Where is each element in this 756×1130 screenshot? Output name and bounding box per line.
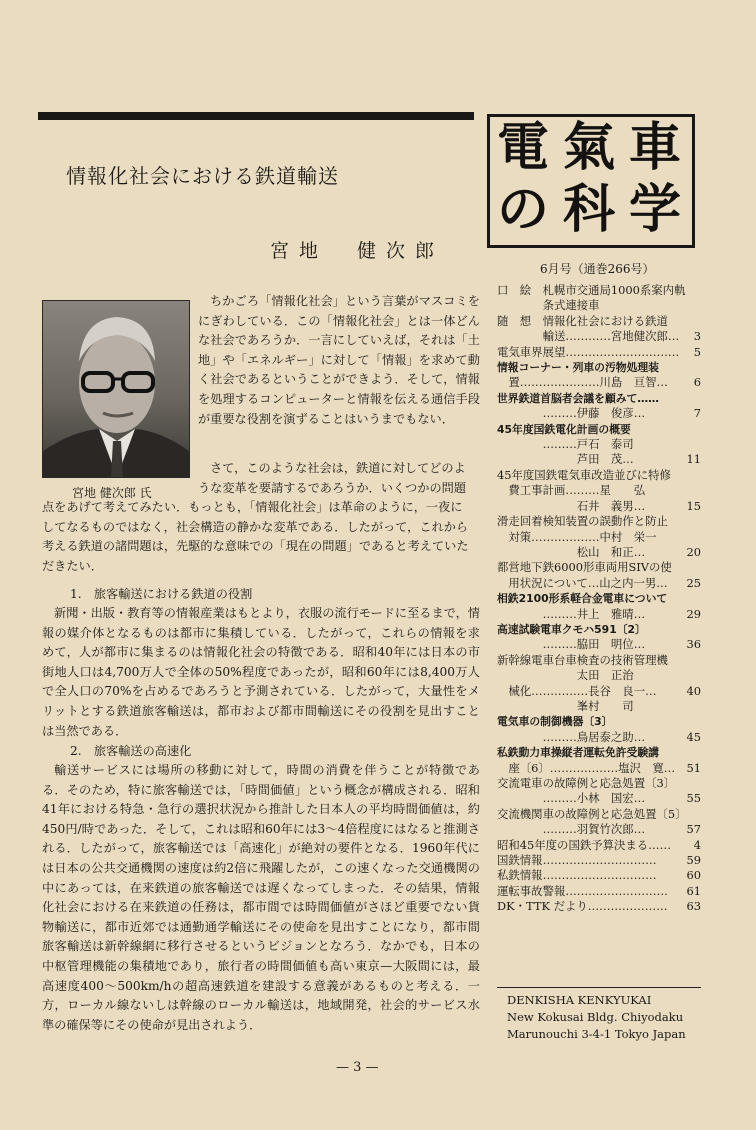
top-rule [38, 112, 474, 120]
toc-item [497, 406, 701, 421]
toc-item-label: 45年度国鉄電気車改造並びに特修 [497, 467, 671, 482]
toc-item [497, 684, 701, 699]
toc-item-label: 条式連接車 [497, 298, 600, 313]
toc-item [497, 637, 701, 652]
toc-item-page: 45 [686, 729, 701, 744]
toc-item-label: 相鉄2100形系軽合金電車について [497, 592, 668, 606]
toc-item [497, 283, 701, 298]
toc-item-label: ………戸石 泰司 [497, 437, 634, 452]
toc-item [497, 791, 701, 806]
toc-item-label: 運転事故警報……………………… [497, 883, 668, 898]
toc-item [497, 899, 701, 914]
toc-item [497, 375, 701, 390]
toc-item [497, 622, 701, 637]
toc-item-label: 滑走回着検知装置の誤動作と防止 [497, 514, 668, 529]
toc-item [497, 437, 701, 452]
toc-item-label: 用状況について…山之内一男… [497, 575, 668, 590]
table-of-contents [497, 283, 701, 915]
toc-item-page: 7 [693, 406, 701, 421]
toc-item [497, 422, 701, 437]
second-paragraph: さて，このような社会は，鉄道に対してどのよ うな変革を要請するであろうか．いくつかの問題 点をあげて考えてみたい．もっとも，「情報化社会」は革命のように，一夜に してなるものではなく，社会構造の静かな変革である．したがって，これから 考える鉄道の諸問題は，先駆的な意味での「現在の問題」であると考えていた だきたい． [42, 461, 469, 573]
toc-item-label: 私鉄動力車操縦者運転免許受験講 [497, 746, 659, 760]
toc-item-page: 63 [686, 899, 701, 914]
magazine-logo: 電 氣 車 の 科 学 [487, 114, 695, 248]
toc-item-page: 25 [686, 575, 701, 590]
toc-item-page: 36 [686, 637, 701, 652]
toc-item-page: 3 [693, 329, 701, 344]
toc-item [497, 345, 701, 360]
toc-item [497, 807, 701, 822]
toc-item-page: 60 [686, 868, 701, 883]
article-author: 宮地 健次郎 [270, 240, 445, 262]
toc-item-label: 電気車の制御機器〔3〕 [497, 715, 613, 729]
toc-item [497, 838, 701, 853]
toc-item-page: 55 [686, 791, 701, 806]
toc-item [497, 514, 701, 529]
publisher-address: DENKISHA KENKYUKAI New Kokusai Bldg. Chiyodaku Marunouchi 3-4-1 Tokyo Japan [507, 993, 686, 1041]
toc-item-label: ………小林 国宏… [497, 791, 646, 806]
toc-item-label: 輸送…………宮地健次郎… [497, 329, 680, 344]
toc-item [497, 298, 701, 313]
toc-item-page: 6 [693, 375, 701, 390]
toc-item [497, 853, 701, 868]
intro-paragraph: ちかごろ「情報化社会」という言葉がマスコミをにぎわしている．この「情報化社会」とは一体どんな社会であろうか．一言にしていえば，それは「土地」や「エネルギー」に対して「情報」を求めて動く社会であるということができよう．そして，情報を処理するコンピューターと情報を伝える通信手段が重要な役割を演ずることはいうまでもない． [198, 294, 480, 426]
toc-item-page: 11 [686, 452, 701, 467]
toc-item [497, 329, 701, 344]
toc-item [497, 653, 701, 668]
toc-item-label: 松山 和正… [497, 544, 646, 559]
toc-item-page: 61 [686, 883, 701, 898]
toc-item [497, 530, 701, 545]
toc-item [497, 591, 701, 606]
toc-item [497, 714, 701, 729]
toc-item-label: 高速試験電車クモハ591〔2〕 [497, 622, 646, 636]
toc-item-page: 40 [686, 683, 701, 698]
toc-item [497, 576, 701, 591]
toc-item-label: 費工事計画………星 弘 [497, 483, 646, 498]
toc-item-page: 59 [686, 853, 701, 868]
toc-item [497, 499, 701, 514]
issue-label: 6月号（通巻266号） [540, 262, 655, 276]
toc-item-label: 口 絵 札幌市交通局1000系案内軌 [497, 283, 686, 297]
toc-item-label: 置…………………川島 亘智… [497, 375, 668, 390]
toc-item-label: 新幹線電車台車検査の技術管理機 [497, 652, 668, 667]
toc-item [497, 314, 701, 329]
toc-item-label: ………羽賀竹次郎… [497, 822, 646, 837]
toc-item [497, 545, 701, 560]
toc-item-label: 電気車界展望………………………… [497, 344, 680, 359]
toc-item [497, 745, 701, 760]
toc-item-label: 芦田 茂… [497, 452, 634, 467]
section-heading: 1. 旅客輸送における鉄道の役割 [70, 587, 253, 601]
toc-item [497, 822, 701, 837]
divider [497, 987, 701, 988]
toc-item-page: 57 [686, 822, 701, 837]
toc-item [497, 452, 701, 467]
toc-item-label: 国鉄情報………………………… [497, 853, 657, 868]
toc-item-label: ………脇田 明位… [497, 637, 646, 652]
toc-item-label: 45年度国鉄電化計画の概要 [497, 422, 631, 436]
toc-item-label: 峯村 司 [497, 698, 634, 713]
toc-item-label: ………井上 雅晴… [497, 606, 646, 621]
toc-item [497, 668, 701, 683]
section-paragraph: 輸送サービスには場所の移動に対して，時間の消費を伴うことが特徴である．そのため，特に旅客輸送では，「時間価値」という概念が構成される．昭和41年における特急・急行の選択状況から推計した日本人の平均時間価値は，約450円/時であった．そして，これは昭和60年には3〜4倍程度にはなると推測される．したがって，旅客輸送では「高速化」が絶対の要件となる．1960年代には日本の公共交通機関の速度は約2倍に飛躍したが，この速くなった交通機関の中にあっては，在来鉄道の旅客輸送では遅くなってしまった．その結果，情報化社会における在来鉄道の任務は，都市間では時間価値がさほど重要でない貨物輸送に，都市近郊では通勤通学輸送にその使命を見出すことになり，都市間旅客輸送は新幹線網に移行させるというビジョンとなろう．なかでも，日本の中枢管理機能の集積地であり，旅行者の時間価値も高い東京—大阪間には，最高速度400〜500km/hの超高速鉄道を建設する意義があるものと考える．一方，ローカル線ないしは幹線のローカル輸送は，地域開発，社会的サービス水準の確保等にその使命が見出されよう． [42, 763, 480, 1032]
section-paragraph: 新聞・出版・教育等の情報産業はもとより，衣服の流行モードに至るまで，情報の媒介体となるものは都市に集積している．したがって，これらの情報を求めて，人が都市に集まるのは情報化社会の特徴である．昭和40年には日本の市街地人口は4,700万人で全体の50%程度であったが，昭和60年には8,400万人で全人口の70%を占めるであろうと予測されている．したがって，大量性をメリットとする鉄道旅客輸送は，都市および都市間輸送にその役割を見出すことは当然である． [42, 606, 480, 738]
toc-item [497, 607, 701, 622]
toc-item [497, 761, 701, 776]
toc-item [497, 868, 701, 883]
author-photo [42, 300, 190, 478]
photo-caption: 宮地 健次郎 氏 [72, 486, 152, 500]
toc-item-label: 太田 正治 [497, 668, 634, 683]
toc-item-label: 械化……………長谷 良一… [497, 683, 657, 698]
toc-item-label: 交流機関車の故障例と応急処置〔5〕 [497, 806, 687, 821]
toc-item [497, 699, 701, 714]
toc-item-label: 世界鉄道首脳者会議を顧みて…… [497, 391, 659, 405]
toc-item [497, 730, 701, 745]
toc-item [497, 884, 701, 899]
toc-item-page: 4 [693, 837, 701, 852]
toc-item-page: 15 [686, 498, 701, 513]
toc-item [497, 776, 701, 791]
toc-item-label: 対策………………中村 栄一 [497, 529, 657, 544]
page-number: — 3 — [336, 1060, 379, 1075]
article-title: 情報化社会における鉄道輸送 [66, 164, 339, 188]
toc-item-page: 51 [686, 760, 701, 775]
toc-item-label: DK・TTK だより………………… [497, 899, 668, 914]
toc-item-label: 情報コーナー・列車の汚物処理装 [497, 361, 659, 375]
toc-item-label: ………鳥居泰之助… [497, 729, 646, 744]
toc-item [497, 483, 701, 498]
toc-item [497, 360, 701, 375]
toc-item [497, 391, 701, 406]
toc-item-label: 随 想 情報化社会における鉄道 [497, 313, 668, 328]
toc-item-page: 20 [686, 544, 701, 559]
toc-item-label: 交流電車の故障例と応急処置〔3〕 [497, 776, 676, 790]
toc-item-label: 座〔6〕………………塩沢 寛… [497, 760, 676, 775]
toc-item-label: ………伊藤 俊彦… [497, 406, 646, 421]
toc-item-label: 石井 義男… [497, 498, 646, 513]
section-heading: 2. 旅客輸送の高速化 [70, 744, 192, 758]
toc-item [497, 468, 701, 483]
toc-item [497, 560, 701, 575]
toc-item-label: 昭和45年度の国鉄予算決まる…… [497, 837, 671, 852]
toc-item-label: 私鉄情報………………………… [497, 868, 657, 883]
toc-item-page: 5 [693, 344, 701, 359]
toc-item-label: 都営地下鉄6000形車両用SIVの使 [497, 560, 672, 575]
toc-item-page: 29 [686, 606, 701, 621]
